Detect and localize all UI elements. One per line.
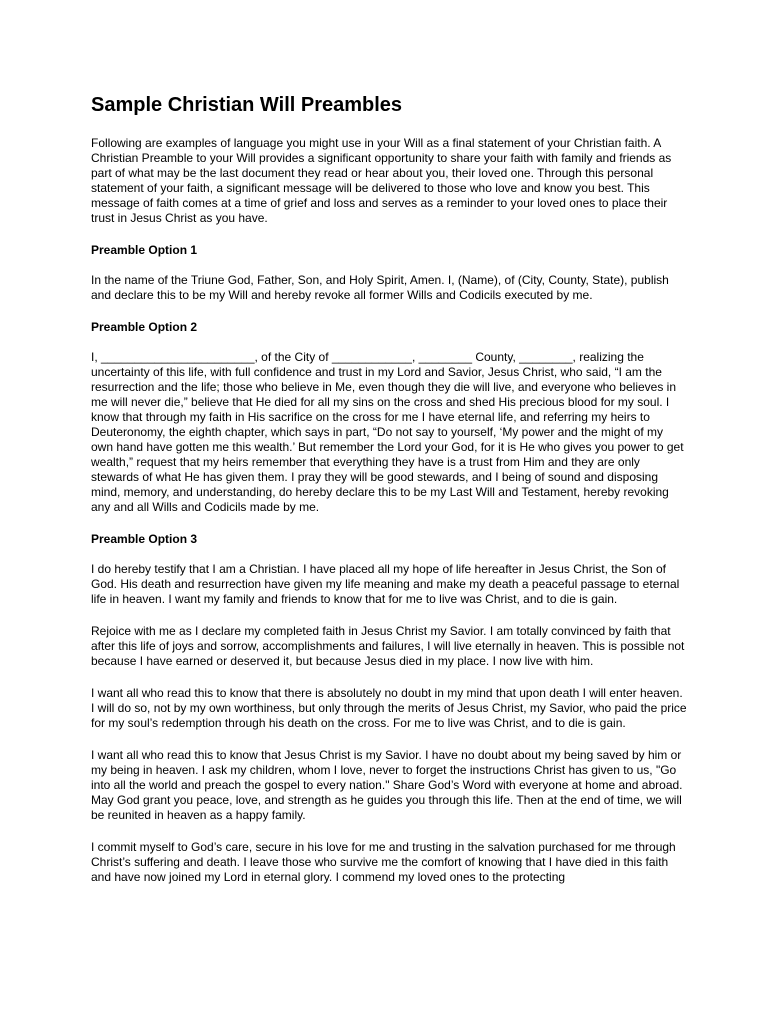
document-title: Sample Christian Will Preambles — [91, 94, 403, 116]
intro-paragraph: Following are examples of language you might use in your Will as a final statement of your Christian faith. A Christian Preamble to your Will provides a significant opportunity to share your faith with family and friends as part of what may be the last document they read or hear about you, their loved one. Through this personal statement of your faith, a significant message will be delivered to those who love and know you best. This message of faith comes at a time of grief and loss and serves as a reminder to your loved ones to place their trust in Jesus Christ as you have. — [91, 136, 672, 225]
option3-heading: Preamble Option 3 — [91, 532, 198, 546]
option2-text: I, _______________________, of the City of ____________, ________ County, ________, realizing the uncertainty of this life, with full confidence and trust in my Lord and Savior, Jesus Christ, who said, “I am the resurrection and the life; those who believe in Me, even though they die will live, and everyone who believes in me will never die,” believe that He died for all my sins on the cross and shed His precious blood for my soul. I know that through my faith in His sacrifice on the cross for me I have eternal life, and referring my heirs to Deuteronomy, the eighth chapter, which says in part, “Do not say to yourself, ‘My power and the might of my own hand have gotten me this wealth.’ But remember the Lord your God, for it is He who gives you power to get wealth,” request that my heirs remember that everything they have is a trust from Him and they are only stewards of what He has given them. I pray they will be good stewards, and I being of sound and disposing mind, memory, and understanding, do hereby declare this to be my Last Will and Testament, hereby revoking any and all Wills and Codicils made by me. — [91, 350, 684, 514]
option3-paragraph-2: Rejoice with me as I declare my completed faith in Jesus Christ my Savior. I am totally convinced by faith that after this life of joys and sorrow, accomplishments and failures, I will live eternally in heaven. This is possible not because I have earned or deserved it, but because Jesus died in my place. I now live with him. — [91, 624, 685, 668]
option2-heading: Preamble Option 2 — [91, 320, 198, 334]
option3-paragraph-3: I want all who read this to know that there is absolutely no doubt in my mind that upon death I will enter heaven. I will do so, not by my own worthiness, but only through the merits of Jesus Christ, my Savior, who paid the price for my soul’s redemption through his death on the cross. For me to live was Christ, and to die is gain. — [91, 686, 687, 730]
option3-paragraph-4: I want all who read this to know that Jesus Christ is my Savior. I have no doubt about my being saved by him or my being in heaven. I ask my children, whom I love, never to forget the instructions Christ has given to us, "Go into all the world and preach the gospel to every nation." Share God’s Word with everyone at home and abroad. May God grant you peace, love, and strength as he guides you through this life. Then at the end of time, we will be reunited in heaven as a happy family. — [91, 748, 683, 822]
document-body — [91, 136, 687, 902]
option1-text: In the name of the Triune God, Father, Son, and Holy Spirit, Amen. I, (Name), of (City, County, State), publish and declare this to be my Will and hereby revoke all former Wills and Codicils executed by me. — [91, 273, 669, 302]
option1-heading: Preamble Option 1 — [91, 243, 198, 257]
option3-paragraph-5: I commit myself to God’s care, secure in his love for me and trusting in the salvation purchased for me through Christ’s suffering and death. I leave those who survive me the comfort of knowing that I have died in this faith and have now joined my Lord in eternal glory. I commend my loved ones to the protecting — [91, 840, 676, 884]
option3-paragraph-1: I do hereby testify that I am a Christian. I have placed all my hope of life hereafter in Jesus Christ, the Son of God. His death and resurrection have given my life meaning and make my death a peaceful passage to eternal life in heaven. I want my family and friends to know that for me to live was Christ, and to die is gain. — [91, 562, 680, 606]
